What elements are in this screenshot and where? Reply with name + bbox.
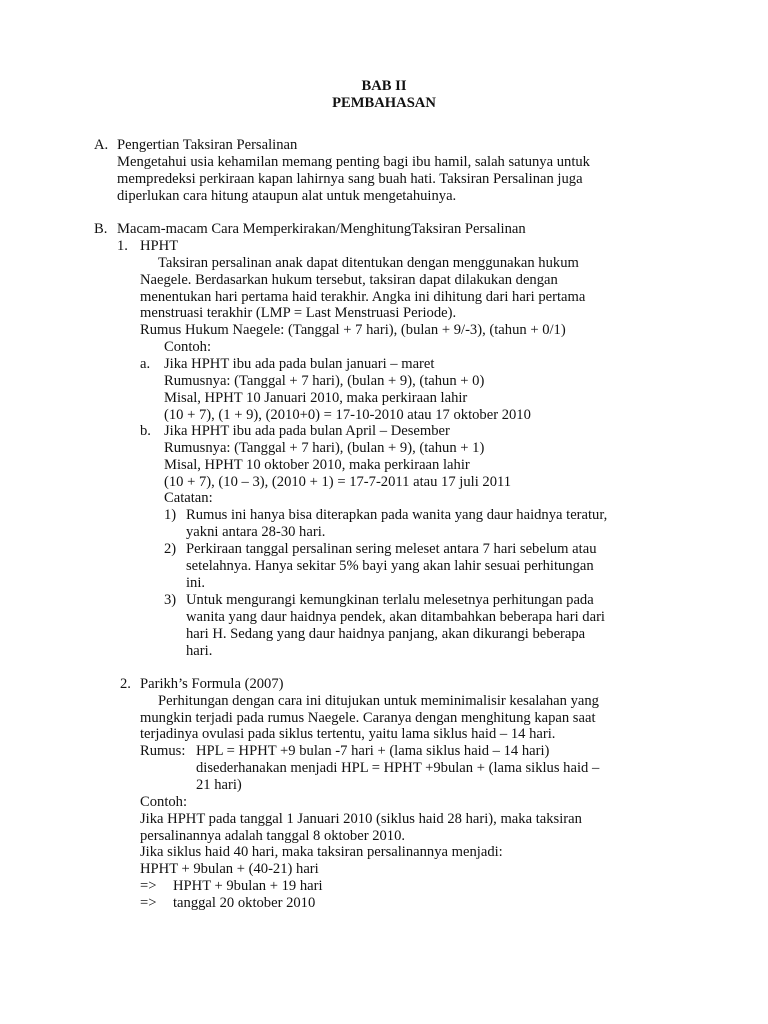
paragraph-line: Perhitungan dengan cara ini ditujukan untuk meminimalisir kesalahan yang [158, 693, 599, 709]
item-1-marker: 1. [117, 238, 128, 254]
paragraph-line: diperlukan cara hitung ataupun alat untuk mengetahuinya. [117, 188, 457, 204]
paragraph-line: ini. [186, 575, 206, 591]
step-line: HPHT + 9bulan + 19 hari [173, 878, 323, 894]
item-1-heading: HPHT [140, 238, 179, 254]
section-a-marker: A. [94, 137, 109, 153]
paragraph-line: hari H. Sedang yang daur haidnya panjang, akan dikurangi beberapa [186, 626, 586, 642]
case-b-marker: b. [140, 423, 151, 439]
case-b-heading: Jika HPHT ibu ada pada bulan April – Desember [164, 423, 450, 439]
step-line: tanggal 20 oktober 2010 [173, 895, 316, 911]
item-2-heading: Parikh’s Formula (2007) [140, 676, 284, 692]
case-a-heading: Jika HPHT ibu ada pada bulan januari – maret [164, 356, 435, 372]
section-b-heading: Macam-macam Cara Memperkirakan/MenghitungTaksiran Persalinan [117, 221, 526, 237]
paragraph-line: wanita yang daur haidnya pendek, akan ditambahkan beberapa hari dari [186, 609, 605, 625]
paragraph-line: menentukan hari pertama haid terakhir. Angka ini dihitung dari hari pertama [140, 289, 586, 305]
chapter-title: BAB II [361, 78, 407, 94]
paragraph-line: persalinannya adalah tanggal 8 oktober 2010. [140, 828, 406, 844]
paragraph-line: (10 + 7), (10 – 3), (2010 + 1) = 17-7-2011 atau 17 juli 2011 [164, 474, 512, 490]
paragraph-line: yakni antara 28-30 hari. [186, 524, 326, 540]
paragraph-line: Jika HPHT pada tanggal 1 Januari 2010 (siklus haid 28 hari), maka taksiran [140, 811, 582, 827]
paragraph-line: Jika siklus haid 40 hari, maka taksiran persalinannya menjadi: [140, 844, 503, 860]
parikh-formula: HPL = HPHT +9 bulan -7 hari + (lama siklus haid – 14 hari) [196, 743, 550, 759]
note-1-marker: 1) [164, 507, 177, 523]
paragraph-line: Rumusnya: (Tanggal + 7 hari), (bulan + 9), (tahun + 1) [164, 440, 485, 456]
formula-label: Rumus: [140, 743, 186, 759]
example-label: Contoh: [140, 794, 188, 810]
note-3-marker: 3) [164, 592, 177, 608]
paragraph-line: Rumus ini hanya bisa diterapkan pada wanita yang daur haidnya teratur, [186, 507, 608, 523]
paragraph-line: Misal, HPHT 10 oktober 2010, maka perkiraan lahir [164, 457, 470, 473]
paragraph-line: Untuk mengurangi kemungkinan terlalu melesetnya perhitungan pada [186, 592, 594, 608]
paragraph-line: setelahnya. Hanya sekitar 5% bayi yang akan lahir sesuai perhitungan [186, 558, 594, 574]
paragraph-line: Mengetahui usia kehamilan memang penting bagi ibu hamil, salah satunya untuk [117, 154, 590, 170]
example-label: Contoh: [164, 339, 212, 355]
chapter-heading: PEMBAHASAN [332, 95, 436, 111]
paragraph-line: Perkiraan tanggal persalinan sering meleset antara 7 hari sebelum atau [186, 541, 597, 557]
arrow-marker: => [140, 878, 157, 894]
paragraph-line: terjadinya ovulasi pada siklus tertentu, yaitu lama siklus haid – 14 hari. [140, 726, 556, 742]
paragraph-line: Taksiran persalinan anak dapat ditentukan dengan menggunakan hukum [158, 255, 579, 271]
naegele-formula: Rumus Hukum Naegele: (Tanggal + 7 hari), (bulan + 9/-3), (tahun + 0/1) [140, 322, 566, 338]
paragraph-line: Misal, HPHT 10 Januari 2010, maka perkiraan lahir [164, 390, 468, 406]
paragraph-line: 21 hari) [196, 777, 242, 793]
paragraph-line: hari. [186, 643, 213, 659]
note-2-marker: 2) [164, 541, 177, 557]
case-a-marker: a. [140, 356, 151, 372]
paragraph-line: Naegele. Berdasarkan hukum tersebut, taksiran dapat dilakukan dengan [140, 272, 558, 288]
paragraph-line: disederhanakan menjadi HPL = HPHT +9bulan + (lama siklus haid – [196, 760, 600, 776]
paragraph-line: HPHT + 9bulan + (40-21) hari [140, 861, 319, 877]
item-2-marker: 2. [120, 676, 131, 692]
paragraph-line: mungkin terjadi pada rumus Naegele. Caranya dengan menghitung kapan saat [140, 710, 596, 726]
paragraph-line: mempredeksi perkiraan kapan lahirnya sang buah hati. Taksiran Persalinan juga [117, 171, 583, 187]
arrow-marker: => [140, 895, 157, 911]
section-b-marker: B. [94, 221, 108, 237]
paragraph-line: menstruasi terakhir (LMP = Last Menstruasi Periode). [140, 305, 457, 321]
notes-label: Catatan: [164, 490, 213, 506]
paragraph-line: Rumusnya: (Tanggal + 7 hari), (bulan + 9), (tahun + 0) [164, 373, 485, 389]
section-a-heading: Pengertian Taksiran Persalinan [117, 137, 298, 153]
paragraph-line: (10 + 7), (1 + 9), (2010+0) = 17-10-2010 atau 17 oktober 2010 [164, 407, 531, 423]
